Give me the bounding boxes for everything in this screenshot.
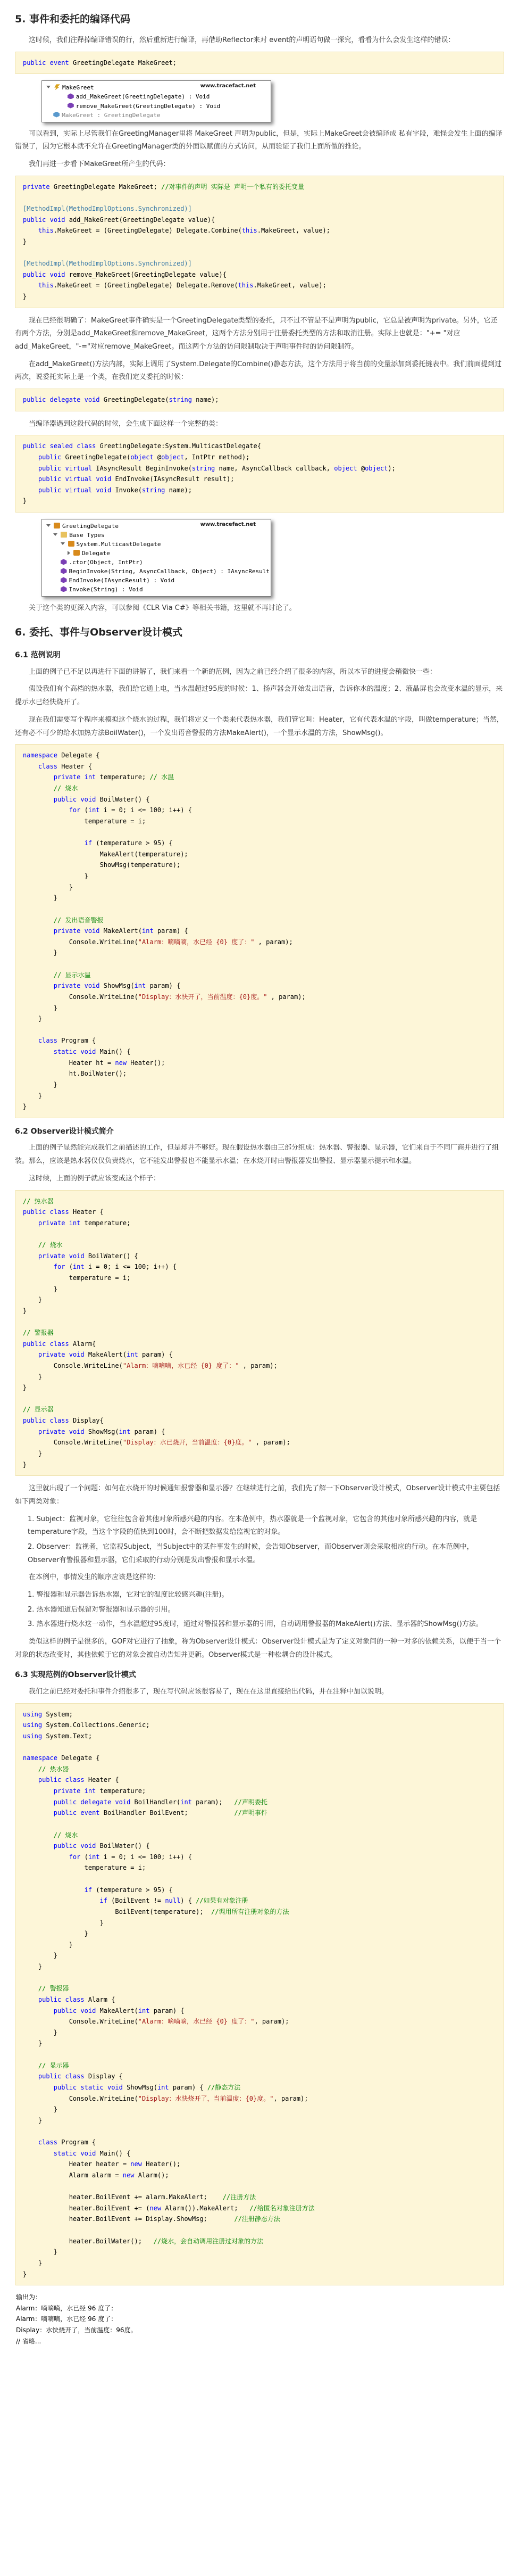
paragraph: 现在已经很明确了：MakeGreet事件确实是一个GreetingDelegate类型的委托，只不过不管是不是声明为public，它总是被声明为private。另外，它还有两个方法，分别是add_MakeGreet和remove_MakeGreet，这两个方法分别用于注册委托类型的方法和取消注册。实际上也就是："+= "对应 add_MakeGreet，"-="对应remove_MakeGreet。而这两个方法的访问限制取决于声明事件时的访问限制符。 [15,316,498,351]
code-block-generated-class [15,435,504,513]
code-line: private void MakeAlert(int param) { [53,927,188,935]
folder-icon [61,532,67,538]
code-line [23,2225,496,2236]
code-line: public event BoilHandler BoilEvent; //声明事件 [53,1809,267,1817]
paragraph: 这时候，上面的例子就应该变成这个样子： [29,1174,161,1183]
code-line: heater.BoilEvent += (new Alarm()).MakeAlert; //给匿名对象注册方法 [23,2204,315,2212]
code-line [23,1316,496,1327]
reflector-screenshot-greetingdelegate [41,519,271,597]
class-icon [68,541,74,547]
code-line [23,827,496,838]
code-line: // 警报器 [38,1985,69,1993]
code-line: public virtual IAsyncResult BeginInvoke(string name, AsyncCallback callback, object @object); [38,464,396,472]
list-item: 1. Subject：监视对象，它往往包含着其他对象所感兴趣的内容。在本范例中，热水器就是一个监视对象，它包含的其他对象所感兴趣的内容，就是temperature字段，当这个字段的值快到100时，会不断把数据发给监视它的对象。 [28,1515,478,1537]
code-line: } [23,2040,43,2047]
code-line: class Program { [38,1037,96,1045]
code-line: Heater ht = new Heater(); [23,1059,165,1067]
code-line: Alarm alarm = new Alarm(); [23,2171,169,2179]
code-line: for (int i = 0; i <= 100; i++) { [69,806,192,814]
tree-node: MakeGreet [46,83,267,92]
observer-roles-list [28,1513,504,1567]
code-line: } [23,1930,88,1938]
code-line: public virtual void EndInvoke(IAsyncResult result); [38,475,235,483]
paragraph: 现在我们需要写个程序来模拟这个烧水的过程，我们将定义一个类来代表热水器，我们管它叫：Heater，它有代表水温的字段，叫做temperature；当然，还有必不可少的给水加热方法BoilWater()，一个发出语音警报的方法MakeAlert()，一个显示水温的方法，ShowMsg()。 [15,715,504,737]
tree-node: EndInvoke(IAsyncResult) : Void [46,576,267,585]
code-line: using System; [23,1710,73,1718]
code-line: public static void ShowMsg(int param) { //静态方法 [53,2083,241,2091]
code-line: } [23,1952,58,1960]
code-line: // 烧水 [53,1831,78,1839]
code-line: public class Heater { [38,1776,119,1784]
event-order-list [28,1589,504,1631]
code-line: Alarm：嘀嘀嘀，水已经 96 度了： [16,2315,118,2323]
subsection-6-2-title: 6.2 Observer设计模式简介 [15,1127,114,1136]
code-line [23,247,496,258]
code-line: temperature = i; [23,1274,131,1282]
code-line: // 显示器 [23,1406,54,1414]
code-line: namespace Delegate { [23,1754,100,1762]
code-line: public void add_MakeGreet(GreetingDelegate value){ [23,216,215,224]
code-line: // 烧水 [53,785,78,792]
code-line: } [23,2106,58,2113]
code-line: [MethodImpl(MethodImplOptions.Synchronized)] [23,204,192,212]
code-line: } [23,883,73,891]
code-line: using System.Text; [23,1732,93,1740]
paragraph: 假设我们有个高档的热水器，我们给它通上电，当水温超过95度的时候：1、扬声器会开始发出语音，告诉你水的温度；2、液晶屏也会改变水温的显示，来提示水已经快烧开了。 [15,685,503,707]
class-icon [73,550,80,556]
list-item: 3. 热水器进行烧水这一动作，当水温超过95度时，通过对警报器和显示器的引用，自动调用警报器的MakeAlert()方法、显示器的ShowMsg()方法。 [28,1620,483,1629]
code-line: ht.BoilWater(); [23,1070,127,1078]
code-line: Console.WriteLine("Alarm：嘀嘀嘀，水已经 {0} 度了：", param); [23,2018,289,2026]
code-line: this.MakeGreet = (GreetingDelegate) Delegate.Remove(this.MakeGreet, value); [38,282,327,290]
program-output [15,2292,504,2347]
code-line: } [23,1460,27,1468]
code-block-heater-v2 [15,1190,504,1476]
code-line: public delegate void BoilHandler(int param); //声明委托 [53,1798,267,1806]
code-line: public void remove_MakeGreet(GreetingDelegate value){ [23,270,227,278]
code-line: Console.WriteLine("Display：水快开了，当前温度：{0}度。" , param); [23,993,306,1001]
code-line: } [23,1449,43,1457]
code-line: private int temperature; [53,1787,146,1795]
code-line: heater.BoilEvent += Display.ShowMsg; //注册静态方法 [23,2215,280,2223]
section-6-title: 6. 委托、事件与Observer设计模式 [15,626,183,639]
code-line: } [23,1373,43,1381]
code-line: Heater heater = new Heater(); [23,2160,181,2168]
code-line: private void MakeAlert(int param) { [38,1351,173,1359]
code-line [23,1742,496,1753]
tree-node: MakeGreet : GreetingDelegate [46,111,267,120]
code-line [23,1972,496,1984]
code-line: public class Alarm{ [23,1340,96,1348]
code-line: if (BoilEvent != null) { //如果有对象注册 [99,1897,248,1905]
code-line: static void Main() { [53,2149,131,2157]
code-line: static void Main() { [53,1048,131,1056]
paragraph: 这时候，我们注释掉编译错误的行，然后重新进行编译，再借助Reflector来对 event的声明语句做一探究，看看为什么会发生这样的错误： [29,36,455,45]
code-line: // 显示器 [38,2061,69,2069]
code-line: // 发出语音警报 [53,916,104,924]
paragraph: 在本例中，事情发生的顺序应该是这样的： [29,1573,161,1582]
paragraph: 在add_MakeGreet()方法内部，实际上调用了System.Delegate的Combine()静态方法，这个方法用于将当前的变量添加到委托链表中。我们前面提到过两次，说委托实际上是一个类，在我们定义委托的时候： [15,360,502,382]
code-line: using System.Collections.Generic; [23,1721,150,1729]
code-line [23,1393,496,1405]
code-line: for (int i = 0; i <= 100; i++) { [69,1853,192,1861]
code-line: 输出为： [16,2293,42,2301]
code-line: public void BoilWater() { [53,1842,150,1850]
code-line: for (int i = 0; i <= 100; i++) { [53,1263,177,1271]
code-line: } [23,872,88,880]
code-line: private void ShowMsg(int param) { [53,982,181,990]
code-line [23,2181,496,2192]
code-line: } [23,1941,73,1948]
class-icon [54,523,60,529]
list-item: 2. 热水器知道后保留对警报器和显示器的引用。 [28,1605,175,1614]
reflector-screenshot-makegreet [41,80,271,122]
code-line: } [23,1963,43,1971]
paragraph: 关于这个类的更深入内容，可以参阅《CLR Via C#》等相关书籍，这里就不再讨论了。 [29,604,296,613]
code-line: private void BoilWater() { [38,1252,138,1260]
code-line: public virtual void Invoke(string name); [38,486,192,494]
code-line: private int temperature; // 水温 [53,773,174,781]
code-line: Console.WriteLine("Alarm：嘀嘀嘀，水已经 {0} 度了：" , param); [23,938,293,946]
paragraph: 上面的例子显然能完成我们之前描述的工作，但是却并不够好。现在假设热水器由三部分组成：热水器、警报器、显示器，它们来自于不同厂商并进行了组装。那么，应该是热水器仅仅负责烧水，它不能发出警报也不能显示水温；在水烧开时由警报器发出警报、显示器显示提示和水温。 [15,1144,499,1166]
code-line: } [23,2116,43,2124]
tree-node: Base Types [46,531,267,540]
code-line: // 显示水温 [53,971,91,979]
code-line: private void ShowMsg(int param) { [38,1427,165,1435]
event-icon [54,84,60,90]
field-icon [53,112,60,118]
code-line: } [23,1103,27,1111]
code-line [23,959,496,970]
code-line: Console.WriteLine("Display：水快烧开了，当前温度：{0}度。", param); [23,2094,308,2102]
watermark: www.tracefact.net [200,522,256,528]
code-line: Console.WriteLine("Display：水已烧开，当前温度：{0}度。" , param); [23,1439,290,1447]
code-line: // 热水器 [38,1765,69,1773]
code-line: public class Display{ [23,1417,104,1424]
code-block-observer-impl [15,1703,504,2286]
code-line: temperature = i; [23,1864,146,1872]
code-line: public event GreetingDelegate MakeGreet; [23,59,177,67]
code-line: // 省略... [16,2337,41,2345]
list-item: 2. Observer：监视者，它监视Subject，当Subject中的某件事发生的时候，会告知Observer，而Observer则会采取相应的行动。在本范例中，Observer有警报器和显示器，它们采取的行动分别是发出警报和显示水温。 [28,1542,474,1564]
code-block-event-decl [15,52,504,75]
paragraph: 当编译器遇到这段代码的时候，会生成下面这样一个完整的类： [29,419,223,428]
subsection-6-1-title: 6.1 范例说明 [15,651,61,660]
code-line [23,192,496,203]
code-line: } [23,497,27,505]
tree-node: GreetingDelegate [46,522,267,531]
code-line: } [23,1015,43,1023]
watermark: www.tracefact.net [200,83,256,89]
expand-icon [46,86,51,88]
collapsed-icon [68,551,70,555]
code-line: public sealed class GreetingDelegate:System.MulticastDelegate{ [23,442,261,450]
method-icon [61,586,67,592]
code-line: namespace Delegate { [23,752,100,759]
code-line: } [23,2248,58,2256]
code-line: heater.BoilEvent += alarm.MakeAlert; //注册方法 [23,2193,256,2201]
code-line: private GreetingDelegate MakeGreet; //对事件的声明 实际是 声明一个私有的委托变量 [23,183,304,191]
code-line: } [23,2028,58,2036]
paragraph: 类似这样的例子是很多的，GOF对它进行了抽象，称为Observer设计模式：Observer设计模式是为了定义对象间的一种一对多的依赖关系，以便于当一个对象的状态改变时，其他依赖于它的对象会被自动告知并更新。Observer模式是一种松耦合的设计模式。 [15,1638,501,1659]
code-line: this.MakeGreet = (GreetingDelegate) Delegate.Combine(this.MakeGreet, value); [38,227,331,235]
code-line: } [23,2270,27,2278]
code-line [23,2126,496,2137]
paragraph: 上面的例子已不足以再进行下面的讲解了，我们来看一个新的范例，因为之前已经介绍了很多的内容，所以本节的进度会稍微快一些： [29,667,437,676]
code-line: } [23,1919,104,1927]
code-line: public delegate void GreetingDelegate(string name); [23,395,219,403]
method-icon [61,559,67,565]
subsection-6-3-title: 6.3 实现范例的Observer设计模式 [15,1671,136,1680]
code-line: } [23,292,27,300]
list-item: 1. 警报器和显示器告诉热水器，它对它的温度比较感兴趣(注册)。 [28,1590,229,1599]
code-block-delegate-decl [15,389,504,411]
code-line [23,1228,496,1240]
code-line: Alarm：嘀嘀嘀，水已经 96 度了： [16,2304,118,2312]
code-line: public class Alarm { [38,1995,115,2003]
code-line [23,2049,496,2060]
code-line [23,1819,496,1830]
code-line: Display：水快烧开了，当前温度：96度。 [16,2326,137,2334]
code-line: public void MakeAlert(int param) { [53,2007,185,2014]
code-block-compiled-event [15,176,504,308]
code-line: } [23,1092,43,1100]
code-line [23,1025,496,1036]
paragraph: 我们再进一步看下MakeGreet所产生的代码： [29,160,170,168]
code-line: // 烧水 [38,1241,63,1249]
code-line: class Heater { [38,762,93,770]
code-line: } [23,1004,58,1012]
code-line: public class Display { [38,2073,123,2080]
paragraph: 可以看到，实际上尽管我们在GreetingManager里将 MakeGreet 声明为public，但是，实际上MakeGreet会被编译成 私有字段，难怪会发生上面的编译错误了，因为它根本就不允许在GreetingManager类的外面以赋值的方式访问，从而验证了我们上面所做的推论。 [15,129,503,151]
tree-node: Delegate [46,549,267,558]
tree-node: BeginInvoke(String, AsyncCallback, Object) : IAsyncResult [46,567,267,576]
tree-node: add_MakeGreet(GreetingDelegate) : Void [46,92,267,101]
code-line: public GreetingDelegate(object @object, IntPtr method); [38,453,250,461]
code-line: } [23,1080,58,1088]
tree-node: remove_MakeGreet(GreetingDelegate) : Void [46,102,267,111]
code-line: // 警报器 [23,1329,54,1336]
code-line: public class Heater { [23,1208,104,1216]
code-line: ShowMsg(temperature); [23,861,181,869]
method-icon [61,577,67,583]
method-icon [68,93,74,99]
tree-node: System.MulticastDelegate [46,540,267,549]
code-line: } [23,2259,43,2267]
expand-icon [53,533,57,536]
code-line: if (temperature > 95) { [84,1886,173,1894]
code-line: } [23,237,27,245]
paragraph: 我们之前已经对委托和事件介绍很多了，现在写代码应该很容易了，现在在这里直接给出代码，并在注释中加以说明。 [29,1687,389,1696]
code-line: // 热水器 [23,1197,54,1205]
code-line [23,1873,496,1885]
code-line: } [23,1384,27,1392]
code-line: if (temperature > 95) { [84,839,173,847]
code-line: MakeAlert(temperature); [23,850,188,858]
method-icon [68,103,74,109]
code-line: } [23,949,58,957]
tree-node: Invoke(String) : Void [46,585,267,594]
code-line: } [23,1296,43,1304]
code-line: class Program { [38,2139,96,2146]
section-5-title: 5. 事件和委托的编译代码 [15,13,131,25]
code-line: Console.WriteLine("Alarm：嘀嘀嘀，水已经 {0} 度了：" , param); [23,1361,278,1369]
code-line: } [23,1285,58,1293]
code-line: public void BoilWater() { [53,795,150,803]
code-line: private int temperature; [38,1219,131,1227]
expand-icon [46,524,51,527]
code-line: } [23,894,58,902]
code-line: BoilEvent(temperature); //调用所有注册对象的方法 [23,1908,289,1916]
expand-icon [61,542,65,545]
code-line: heater.BoilWater(); //烧水，会自动调用注册过对象的方法 [23,2237,264,2245]
code-line: [MethodImpl(MethodImplOptions.Synchronized)] [23,260,192,268]
paragraph: 这里就出现了一个问题：如何在水烧开的时候通知报警器和显示器？在继续进行之前，我们先了解一下Observer设计模式，Observer设计模式中主要包括如下两类对象： [15,1484,500,1506]
code-line: temperature = i; [23,817,146,825]
code-line [23,904,496,915]
code-block-heater-v1 [15,744,504,1118]
code-line: } [23,1307,27,1315]
tree-node: .ctor(Object, IntPtr) [46,558,267,567]
method-icon [61,568,67,574]
